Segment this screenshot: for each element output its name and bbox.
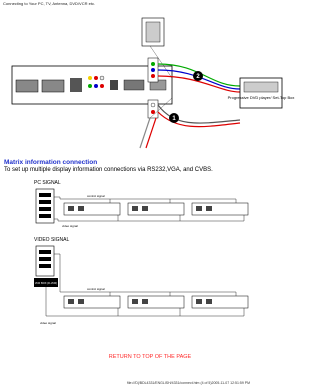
pc-signal-label: PC SIGNAL	[34, 180, 61, 186]
connection-diagram	[0, 8, 300, 158]
video-display-units	[64, 296, 248, 308]
video-signal-diagram	[0, 240, 300, 330]
video-signal-label: VIDEO SIGNAL	[34, 237, 70, 243]
video-control-signal-label: control signal	[87, 287, 105, 291]
pc-tower	[36, 189, 54, 223]
section-description: To set up multiple display information connections via RS232,VGA, and CVBS.	[4, 167, 213, 173]
vcr-label: VCR BOX (D-VCR)	[34, 282, 58, 285]
video-source	[34, 246, 58, 287]
page-header: Connecting to Your PC, TV, Antenna, DVD/VCR etc.	[3, 1, 96, 6]
pc-control-signal-label: control signal	[87, 194, 105, 198]
step-badge-1	[169, 113, 179, 123]
svg-text:1: 1	[172, 116, 176, 122]
video-video-signal-label: video signal	[40, 321, 56, 325]
step-badge-2	[193, 71, 203, 81]
device-label: Progressive DVD player/ Set-Top Box	[227, 95, 295, 100]
section-title: Matrix information connection	[4, 159, 98, 166]
return-to-top-link[interactable]: RETURN TO TOP OF THE PAGE	[108, 354, 192, 360]
svg-text:2: 2	[196, 74, 200, 80]
pc-signal-diagram	[0, 175, 300, 230]
display-units	[64, 203, 248, 215]
dvd-player	[228, 78, 295, 108]
pc-video-signal-label: video signal	[62, 224, 78, 228]
footer-path: file:///D|/BDL4331/ENGLISH/4331/connect.htm (4 of 5)2005-11-07 12:51:59 PM	[126, 381, 250, 385]
